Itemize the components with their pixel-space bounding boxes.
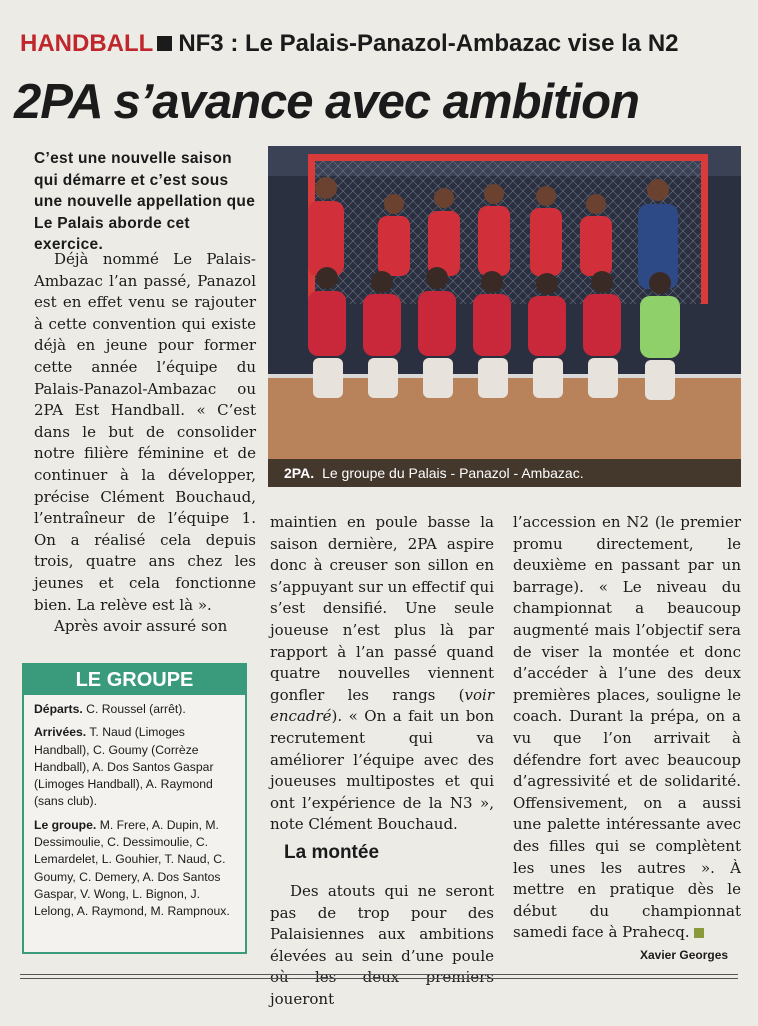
paragraph: Après avoir assuré son	[54, 617, 228, 636]
team-photo	[268, 146, 741, 487]
groupe-text: M. Frere, A. Dupin, M. Dessimoulie, C. Dessimoulie, C. Lemardelet, L. Gouhier, T. Naud, C. Goumy, C. Demery, A. Dos Santos Gaspar, V. Wong, L. Bignon, J. Lelong, A. Raymond, M. Rampnoux.	[34, 817, 230, 919]
section-subhead: La montée	[284, 842, 380, 863]
kicker-subtitle: NF3 : Le Palais-Panazol-Ambazac vise la N2	[178, 30, 679, 57]
paragraph: Des atouts qui ne seront pas de trop pour des Palaisiennes aux ambitions élevées au sein d’une poule où les deux premiers joueront	[270, 882, 494, 1008]
end-of-article-icon	[694, 928, 704, 938]
departs-entry	[34, 701, 239, 718]
lead-paragraph: C’est une nouvelle saison qui démarre et c’est sous une nouvelle appellation que Le Palais aborde cet exercice.	[34, 150, 256, 253]
text-run: maintien en poule basse la saison dernière, 2PA aspire donc à creuser son sillon en s’appuyant sur un effectif qui s’est densifié. Une seule joueuse n’est plus là par rapport à l’an passé quand quatre nouvelles viennent gonfler les rangs (	[270, 513, 494, 704]
caption-text: Le groupe du Palais - Panazol - Ambazac.	[322, 465, 584, 481]
paragraph: Déjà nommé Le Palais-Ambazac l’an passé, Panazol est en effet venu se rajouter à cette convention qui existe déjà en jeune pour former cette année l’équipe du Palais-Panazol-Ambazac ou 2PA Est Handball. « C’est dans le but de consolider notre filière féminine et de continuer à la développer, précise Clément Bouchaud, l’entraîneur de l’équipe 1. On a réalisé cela depuis trois, quatre ans chez les jeunes et cela fonctionne bien. La relève est là ».	[34, 250, 256, 614]
groupe-label: Le groupe.	[34, 817, 97, 832]
bottom-rule	[20, 974, 738, 979]
article-column-2-continued	[270, 866, 494, 1026]
article-column-2	[270, 512, 494, 836]
text-run-italic: voir encadré	[270, 685, 494, 726]
groupe-entry	[34, 817, 239, 921]
category-label: HANDBALL	[20, 30, 154, 57]
team-photo-illustration	[268, 146, 741, 487]
byline: Xavier Georges	[640, 948, 729, 962]
paragraph	[270, 512, 494, 836]
separator-square-icon	[157, 36, 172, 51]
text-run: ). « On a fait un bon recrutement qui va améliorer l’équipe avec des joueuses multipostes et qui ont l’expérience de la N3 », note Clément Bouchaud.	[270, 707, 494, 834]
article-column-3	[513, 512, 741, 944]
box-body	[24, 695, 245, 921]
team-sidebar-box	[22, 663, 247, 954]
photo-caption	[268, 459, 741, 487]
departs-label: Départs.	[34, 702, 83, 716]
arrivees-label: Arrivées.	[34, 725, 87, 740]
headline: 2PA s’avance avec ambition	[14, 75, 639, 129]
arrivees-entry	[34, 724, 239, 810]
article-kicker	[20, 30, 750, 58]
text-run: l’accession en N2 (le premier promu directement, le deuxième en passant par un barrage). « Le niveau du championnat a beaucoup augmenté mais l’objectif sera de viser la montée et donc d’accéder à l’une des deux premières places, souligne le coach. Durant la prépa, on a vu que l’on arrivait à défendre fort avec beaucoup d’agressivité et de solidarité. Offensivement, on a aussi une palette intéressante avec des filles qui se complètent les unes les autres ». À mettre en pratique dès le début du championnat samedi face à Prahecq.	[513, 513, 741, 942]
box-title: LE GROUPE	[24, 665, 245, 695]
caption-label: 2PA.	[284, 465, 315, 481]
arrivees-text: T. Naud (Limoges Handball), C. Goumy (Corrèze Handball), A. Dos Santos Gaspar (Limoges Handball), A. Raymond (sans club).	[34, 725, 214, 809]
departs-text: C. Roussel (arrêt).	[86, 702, 186, 716]
article-column-1	[34, 249, 256, 638]
paragraph	[513, 512, 741, 944]
